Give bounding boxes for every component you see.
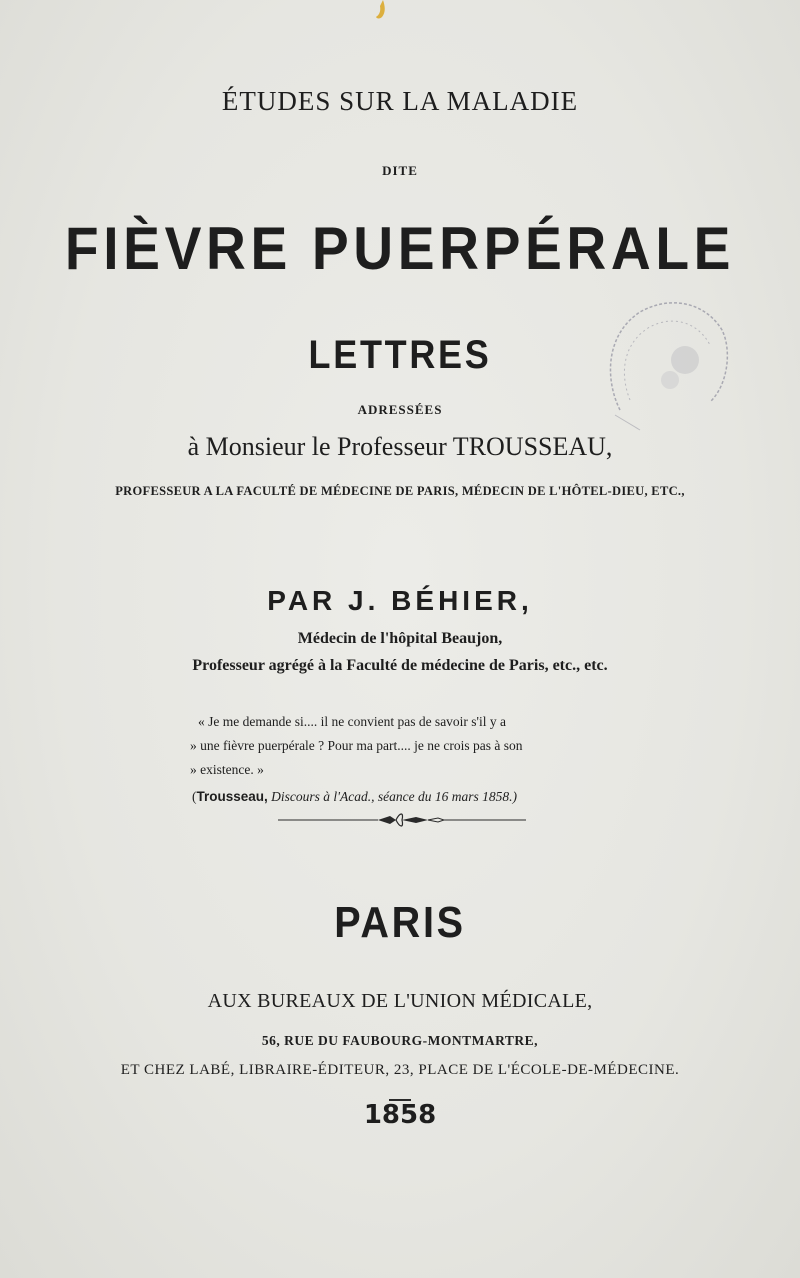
imprint-year: 1858 [363, 1100, 437, 1130]
addressed-label: ADRESSÉES [357, 402, 443, 417]
main-title: FIÈVRE PUERPÉRALE [64, 215, 736, 282]
dite-label: DITE [382, 163, 418, 178]
epigraph-source-text: Discours à l'Acad., séance du 16 mars 1858.) [267, 789, 518, 804]
epigraph-line-2: » une fièvre puerpérale ? Pour ma part.... je ne crois pas à son [190, 738, 523, 753]
letters-heading: LETTRES [308, 333, 492, 377]
author-role-1: Médecin de l'hôpital Beaujon, [297, 630, 503, 647]
ink-mark-icon [374, 0, 390, 22]
imprint-city: PARIS [334, 898, 466, 947]
epigraph-source [192, 789, 672, 805]
epigraph-line-1: « Je me demande si.... il ne convient pas de savoir s'il y a [198, 714, 506, 729]
library-stamp-icon [600, 290, 730, 440]
series-title: ÉTUDES SUR LA MALADIE [221, 86, 579, 116]
imprint-publisher: AUX BUREAUX DE L'UNION MÉDICALE, [207, 990, 593, 1012]
recipient-titles: PROFESSEUR A LA FACULTÉ DE MÉDECINE DE PARIS, MÉDECIN DE L'HÔTEL-DIEU, ETC., [115, 484, 685, 498]
epigraph-source-name: Trousseau, [196, 789, 268, 804]
recipient-line: à Monsieur le Professeur TROUSSEAU, [187, 432, 613, 461]
imprint-address-2: ET CHEZ LABÉ, LIBRAIRE-ÉDITEUR, 23, PLACE DE L'ÉCOLE-DE-MÉDECINE. [120, 1062, 680, 1078]
epigraph-source-open: ( [192, 789, 197, 804]
epigraph-line-3: » existence. » [190, 762, 264, 777]
author-byline: PAR J. BÉHIER, [267, 585, 533, 616]
ornamental-divider-icon [278, 808, 526, 832]
imprint-address-1: 56, RUE DU FAUBOURG-MONTMARTRE, [261, 1033, 539, 1048]
author-role-2: Professeur agrégé à la Faculté de médecine de Paris, etc., etc. [192, 657, 608, 674]
